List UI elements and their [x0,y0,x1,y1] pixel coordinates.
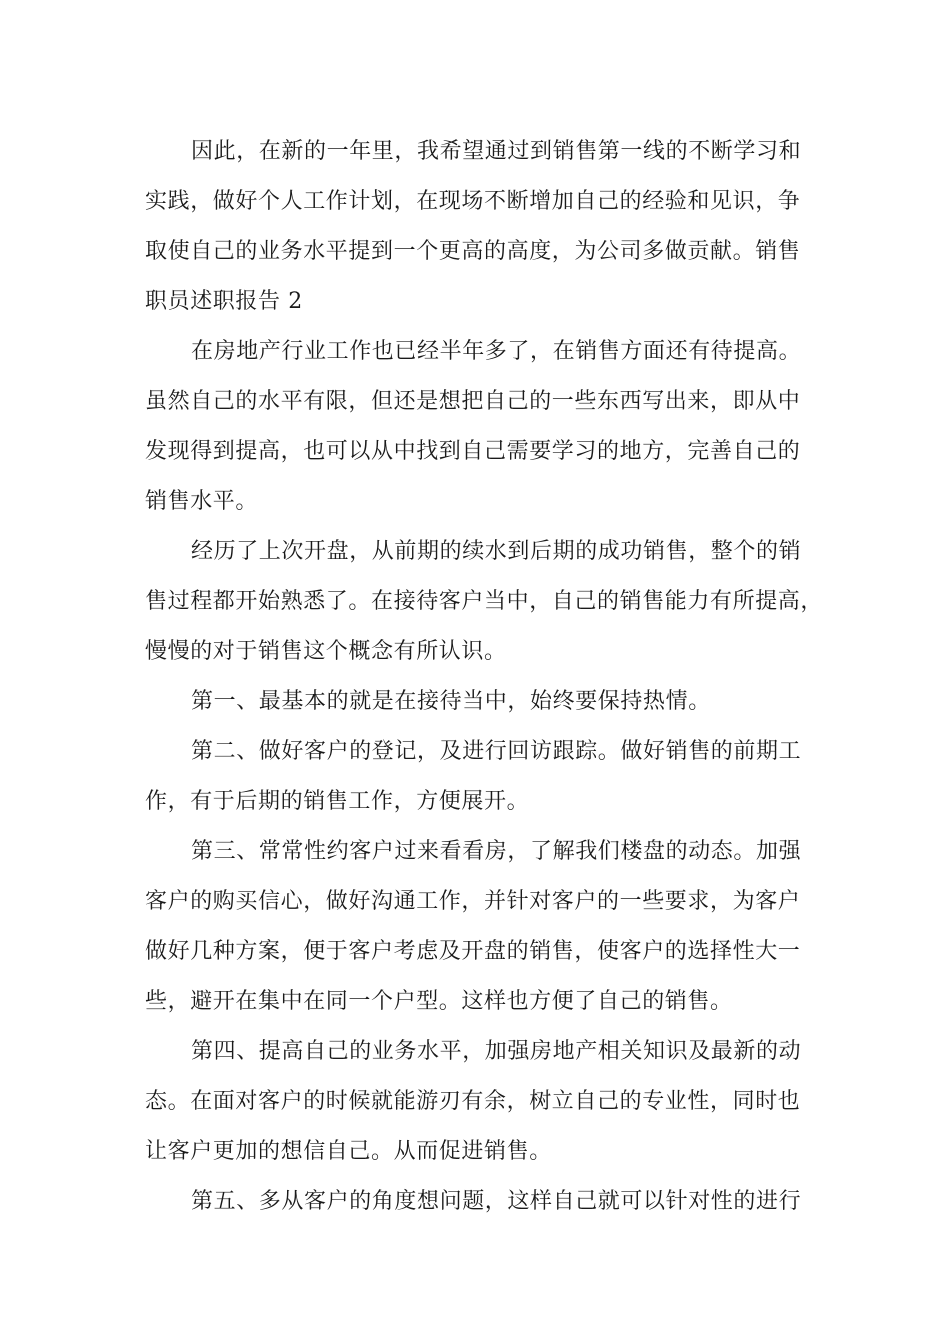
paragraph-5-line-2: 作，有于后期的销售工作，方便展开。 [145,789,530,814]
paragraph-6-line-4: 些，避开在集中在同一个户型。这样也方便了自己的销售。 [145,989,733,1014]
paragraph-1-line-4: 职员述职报告 2 [145,289,303,314]
paragraph-1-line-3: 取使自己的业务水平提到一个更高的高度，为公司多做贡献。销售 [145,239,801,264]
paragraph-1-line-2: 实践，做好个人工作计划，在现场不断增加自己的经验和见识，争 [145,189,801,214]
paragraph-3-line-3: 慢慢的对于销售这个概念有所认识。 [145,639,507,664]
paragraph-7-line-3: 让客户更加的想信自己。从而促进销售。 [145,1139,552,1164]
paragraph-4-line-1: 第一、最基本的就是在接待当中，始终要保持热情。 [191,689,711,714]
paragraph-7-line-1: 第四、提高自己的业务水平，加强房地产相关知识及最新的动 [191,1039,802,1064]
paragraph-6-line-2: 客户的购买信心，做好沟通工作，并针对客户的一些要求，为客户 [145,889,801,914]
paragraph-3-line-2: 售过程都开始熟悉了。在接待客户当中，自己的销售能力有所提高， [145,589,824,614]
paragraph-7-line-2: 态。在面对客户的时候就能游刃有余，树立自己的专业性，同时也 [145,1089,801,1114]
paragraph-8-line-1: 第五、多从客户的角度想问题，这样自己就可以针对性的进行 [191,1189,802,1214]
paragraph-6-line-1: 第三、常常性约客户过来看看房，了解我们楼盘的动态。加强 [191,839,802,864]
paragraph-2-line-4: 销售水平。 [145,489,259,514]
paragraph-6-line-3: 做好几种方案，便于客户考虑及开盘的销售，使客户的选择性大一 [145,939,801,964]
paragraph-1-line-1: 因此，在新的一年里，我希望通过到销售第一线的不断学习和 [191,139,802,164]
paragraph-3-line-1: 经历了上次开盘，从前期的续水到后期的成功销售，整个的销 [191,539,802,564]
paragraph-5-line-1: 第二、做好客户的登记，及进行回访跟踪。做好销售的前期工 [191,739,802,764]
paragraph-2-line-1: 在房地产行业工作也已经半年多了，在销售方面还有待提高。 [191,339,802,364]
paragraph-2-line-2: 虽然自己的水平有限，但还是想把自己的一些东西写出来，即从中 [145,389,801,414]
paragraph-2-line-3: 发现得到提高，也可以从中找到自己需要学习的地方，完善自己的 [145,439,801,464]
